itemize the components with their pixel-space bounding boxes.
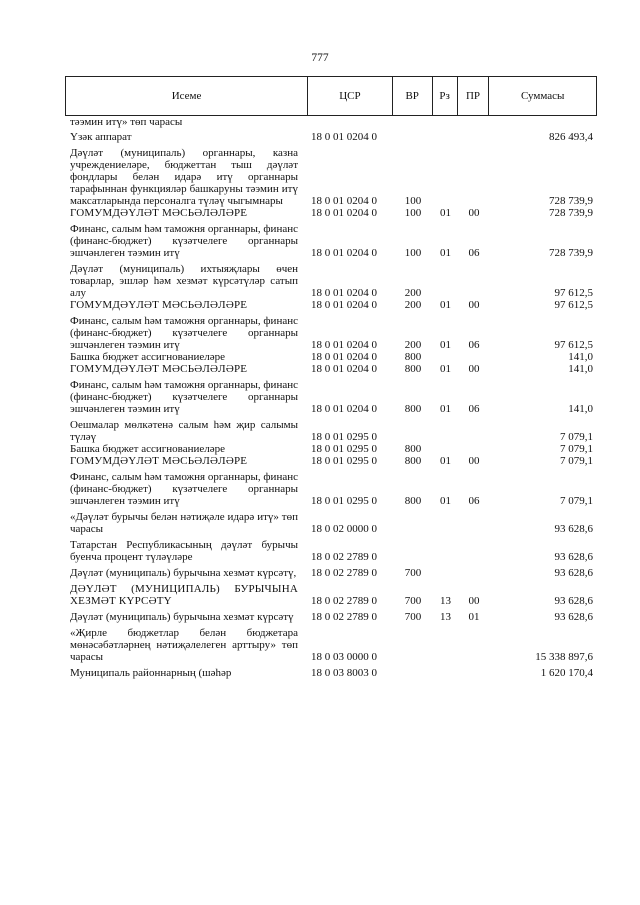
row-vr: 800 bbox=[404, 443, 422, 455]
table-body bbox=[65, 116, 597, 679]
table-row bbox=[65, 379, 597, 415]
row-csr: 18 0 02 2789 0 bbox=[311, 595, 377, 607]
row-sum: 93 628,6 bbox=[554, 611, 593, 623]
row-csr: 18 0 01 0295 0 bbox=[311, 431, 377, 443]
table-row bbox=[65, 567, 597, 579]
table-row bbox=[65, 131, 597, 143]
row-csr: 18 0 03 0000 0 bbox=[311, 651, 377, 663]
row-pr: 00 bbox=[468, 455, 480, 467]
row-pr: 00 bbox=[468, 363, 480, 375]
table-row bbox=[65, 147, 597, 207]
row-name: ГОМУМДӘҮЛӘТ МӘСЬӘЛӘЛӘРЕ bbox=[70, 363, 248, 375]
row-rz: 01 bbox=[440, 495, 451, 507]
row-csr: 18 0 03 8003 0 bbox=[311, 667, 377, 679]
header-sum: Суммасы bbox=[520, 90, 565, 102]
row-vr: 100 bbox=[404, 247, 422, 259]
row-csr: 18 0 01 0204 0 bbox=[311, 131, 377, 143]
row-pr: 06 bbox=[468, 339, 480, 351]
row-vr: 700 bbox=[404, 595, 422, 607]
row-sum: 728 739,9 bbox=[549, 247, 593, 259]
row-sum: 97 612,5 bbox=[554, 339, 593, 351]
table-row bbox=[65, 363, 597, 375]
row-name: ГОМУМДӘҮЛӘТ МӘСЬӘЛӘЛӘРЕ bbox=[70, 299, 248, 311]
row-sum: 15 338 897,6 bbox=[535, 651, 593, 663]
table-row bbox=[65, 455, 597, 467]
row-sum: 1 620 170,4 bbox=[540, 667, 593, 679]
table-row bbox=[65, 667, 597, 679]
row-vr: 700 bbox=[404, 611, 422, 623]
row-rz: 01 bbox=[440, 299, 451, 311]
row-name: ДӘҮЛӘТ (МУНИЦИПАЛЬ) БУРЫЧЫНА ХЕЗМӘТ КҮРСӘТҮ bbox=[70, 583, 298, 607]
row-sum: 7 079,1 bbox=[560, 455, 593, 467]
row-vr: 700 bbox=[404, 567, 422, 579]
row-csr: 18 0 02 2789 0 bbox=[311, 611, 377, 623]
row-sum: 7 079,1 bbox=[560, 431, 593, 443]
row-sum: 141,0 bbox=[568, 351, 593, 363]
table-row bbox=[65, 627, 597, 663]
row-name: Дәүләт (муниципаль) бурычына хезмәт күрсәтү, bbox=[70, 567, 297, 579]
row-vr: 200 bbox=[404, 287, 422, 299]
row-name: Оешмалар мөлкәтенә салым һәм җир салымы түләү bbox=[70, 419, 298, 443]
header-pr: ПР bbox=[458, 77, 490, 115]
row-csr: 18 0 01 0295 0 bbox=[311, 455, 377, 467]
row-csr: 18 0 01 0295 0 bbox=[311, 443, 377, 455]
row-vr: 200 bbox=[404, 299, 422, 311]
row-vr: 800 bbox=[404, 495, 422, 507]
row-csr: 18 0 02 2789 0 bbox=[311, 551, 377, 563]
row-name: Финанс, салым һәм таможня органнары, финанс (финанс-бюджет) күзәтчелеге органнары эшчәнлеген тәэмин итү bbox=[70, 223, 298, 259]
row-sum: 93 628,6 bbox=[554, 595, 593, 607]
header-rz: Рз bbox=[433, 77, 458, 115]
row-name: Дәүләт (муниципаль) ихтыяҗлары өчен товарлар, эшләр һәм хезмәт күрсәтүләр сатып алу bbox=[70, 263, 298, 299]
table-row bbox=[65, 207, 597, 219]
page-number: 777 bbox=[311, 52, 329, 64]
row-vr: 100 bbox=[404, 207, 422, 219]
table-row bbox=[65, 315, 597, 351]
row-name: ГОМУМДӘҮЛӘТ МӘСЬӘЛӘЛӘРЕ bbox=[70, 207, 248, 219]
row-sum: 93 628,6 bbox=[554, 523, 593, 535]
row-name: Муниципаль районнарның (шәһәр bbox=[70, 667, 232, 679]
table-row bbox=[65, 116, 597, 128]
row-csr: 18 0 01 0204 0 bbox=[311, 351, 377, 363]
row-name: ГОМУМДӘҮЛӘТ МӘСЬӘЛӘЛӘРЕ bbox=[70, 455, 248, 467]
table-row bbox=[65, 419, 597, 443]
row-sum: 93 628,6 bbox=[554, 551, 593, 563]
table-row bbox=[65, 443, 597, 455]
row-name: Үзәк аппарат bbox=[70, 131, 132, 143]
row-vr: 800 bbox=[404, 455, 422, 467]
row-pr: 00 bbox=[468, 595, 480, 607]
row-vr: 800 bbox=[404, 351, 422, 363]
table-row bbox=[65, 223, 597, 259]
row-pr: 06 bbox=[468, 495, 480, 507]
row-csr: 18 0 01 0204 0 bbox=[311, 299, 377, 311]
row-sum: 826 493,4 bbox=[549, 131, 593, 143]
row-vr: 100 bbox=[404, 195, 422, 207]
table-row bbox=[65, 583, 597, 607]
row-csr: 18 0 02 2789 0 bbox=[311, 567, 377, 579]
table-header bbox=[65, 76, 597, 116]
row-name: тәэмин итү» төп чарасы bbox=[70, 116, 183, 128]
table-row bbox=[65, 511, 597, 535]
table-row bbox=[65, 539, 597, 563]
row-pr: 01 bbox=[468, 611, 480, 623]
row-pr: 06 bbox=[468, 403, 480, 415]
row-name: Финанс, салым һәм таможня органнары, финанс (финанс-бюджет) күзәтчелеге органнары эшчәнлеген тәэмин итү bbox=[70, 315, 298, 351]
row-pr: 00 bbox=[468, 299, 480, 311]
row-sum: 728 739,9 bbox=[549, 207, 593, 219]
table-row bbox=[65, 351, 597, 363]
table-row bbox=[65, 263, 597, 299]
row-csr: 18 0 01 0204 0 bbox=[311, 207, 377, 219]
row-sum: 141,0 bbox=[568, 363, 593, 375]
row-sum: 97 612,5 bbox=[554, 299, 593, 311]
row-name: Дәүләт (муниципаль) органнары, казна учреждениеләре, бюджеттан тыш дәүләт фондлары белән идарә итү органнары тарафыннан функцияләр башкаруны тәэмин итү максатларында персоналга түләү чыгымнары bbox=[70, 147, 298, 207]
row-pr: 06 bbox=[468, 247, 480, 259]
row-name: «Җирле бюджетлар белән бюджетара мөнәсәбәтләрнең нәтиҗәлелеген арттыру» төп чарасы bbox=[70, 627, 298, 663]
row-name: Татарстан Республикасының дәүләт бурычы буенча процент түләүләре bbox=[70, 539, 298, 563]
row-rz: 01 bbox=[440, 247, 451, 259]
table-row bbox=[65, 299, 597, 311]
row-sum: 728 739,9 bbox=[549, 195, 593, 207]
row-pr: 00 bbox=[468, 207, 480, 219]
row-csr: 18 0 01 0204 0 bbox=[311, 195, 377, 207]
row-sum: 93 628,6 bbox=[554, 567, 593, 579]
row-name: «Дәүләт бурычы белән нәтиҗәле идарә итү» төп чарасы bbox=[70, 511, 298, 535]
row-csr: 18 0 01 0204 0 bbox=[311, 287, 377, 299]
row-sum: 7 079,1 bbox=[560, 495, 593, 507]
row-name: Финанс, салым һәм таможня органнары, финанс (финанс-бюджет) күзәтчелеге органнары эшчәнлеген тәэмин итү bbox=[70, 379, 298, 415]
row-rz: 01 bbox=[440, 455, 451, 467]
row-vr: 800 bbox=[404, 363, 422, 375]
table-row bbox=[65, 471, 597, 507]
row-csr: 18 0 01 0204 0 bbox=[311, 339, 377, 351]
row-csr: 18 0 01 0204 0 bbox=[311, 247, 377, 259]
row-sum: 97 612,5 bbox=[554, 287, 593, 299]
row-rz: 13 bbox=[440, 611, 451, 623]
row-name: Дәүләт (муниципаль) бурычына хезмәт күрсәтү bbox=[70, 611, 294, 623]
row-rz: 01 bbox=[440, 207, 451, 219]
row-rz: 01 bbox=[440, 363, 451, 375]
table-row bbox=[65, 611, 597, 623]
row-csr: 18 0 01 0204 0 bbox=[311, 363, 377, 375]
header-csr: ЦСР bbox=[308, 77, 393, 115]
row-vr: 800 bbox=[404, 403, 422, 415]
header-name: Исеме bbox=[66, 77, 308, 115]
row-rz: 01 bbox=[440, 339, 451, 351]
row-name: Финанс, салым һәм таможня органнары, финанс (финанс-бюджет) күзәтчелеге органнары эшчәнлеген тәэмин итү bbox=[70, 471, 298, 507]
row-name: Башка бюджет ассигнованиеләре bbox=[70, 351, 225, 363]
row-csr: 18 0 01 0204 0 bbox=[311, 403, 377, 415]
header-vr: ВР bbox=[393, 77, 433, 115]
row-csr: 18 0 01 0295 0 bbox=[311, 495, 377, 507]
row-rz: 13 bbox=[440, 595, 451, 607]
row-sum: 7 079,1 bbox=[560, 443, 593, 455]
row-vr: 200 bbox=[404, 339, 422, 351]
row-rz: 01 bbox=[440, 403, 451, 415]
row-sum: 141,0 bbox=[568, 403, 593, 415]
row-csr: 18 0 02 0000 0 bbox=[311, 523, 377, 535]
row-name: Башка бюджет ассигнованиеләре bbox=[70, 443, 225, 455]
